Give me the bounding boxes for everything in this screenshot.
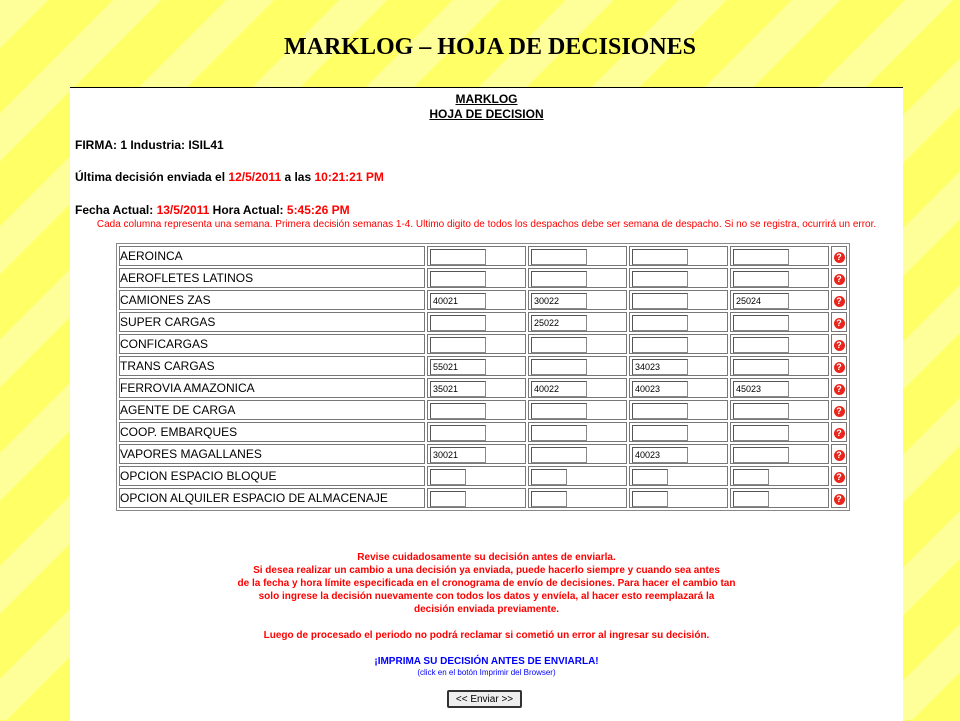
week-4-input[interactable] — [733, 359, 789, 375]
week-2-input[interactable] — [531, 359, 587, 375]
help-cell — [831, 488, 847, 508]
help-icon[interactable]: ? — [834, 296, 845, 307]
help-icon[interactable]: ? — [834, 494, 845, 505]
help-cell — [831, 268, 847, 288]
week-1-input[interactable] — [430, 425, 486, 441]
help-icon[interactable]: ? — [834, 384, 845, 395]
week-cell — [629, 334, 728, 354]
week-2-input[interactable] — [531, 337, 587, 353]
table-row — [119, 268, 847, 288]
week-cell — [528, 246, 627, 266]
week-2-input[interactable] — [531, 403, 587, 419]
week-2-input[interactable] — [531, 447, 587, 463]
week-cell — [528, 312, 627, 332]
footer-line: Revise cuidadosamente su decisión antes de enviarla. — [357, 552, 616, 563]
week-1-input[interactable] — [430, 469, 466, 485]
week-2-input[interactable] — [531, 469, 567, 485]
week-cell — [730, 378, 829, 398]
week-1-input[interactable] — [430, 337, 486, 353]
help-cell — [831, 334, 847, 354]
week-2-input[interactable] — [531, 425, 587, 441]
slide-title: MARKLOG – HOJA DE DECISIONES — [283, 34, 697, 60]
week-2-input[interactable] — [531, 271, 587, 287]
week-3-input[interactable] — [632, 359, 688, 375]
week-3-input[interactable] — [632, 469, 668, 485]
carrier-name: OPCION ESPACIO BLOQUE — [119, 466, 425, 486]
page-header-title: MARKLOG — [455, 92, 518, 106]
help-cell — [831, 422, 847, 442]
footer-line: decisión enviada previamente. — [413, 604, 560, 615]
carrier-name: VAPORES MAGALLANES — [119, 444, 425, 464]
week-4-input[interactable] — [733, 293, 789, 309]
help-icon[interactable]: ? — [834, 274, 845, 285]
decision-table — [116, 243, 850, 511]
carrier-name: COOP. EMBARQUES — [119, 422, 425, 442]
table-row — [119, 444, 847, 464]
week-3-input[interactable] — [632, 293, 688, 309]
week-cell — [629, 400, 728, 420]
carrier-name: OPCION ALQUILER ESPACIO DE ALMACENAJE — [119, 488, 425, 508]
help-cell — [831, 466, 847, 486]
week-cell — [730, 312, 829, 332]
week-cell — [427, 290, 526, 310]
table-row — [119, 422, 847, 442]
week-cell — [629, 246, 728, 266]
help-cell — [831, 246, 847, 266]
help-icon[interactable]: ? — [834, 450, 845, 461]
send-button[interactable]: << Enviar >> — [447, 690, 522, 708]
week-cell — [528, 400, 627, 420]
help-icon[interactable]: ? — [834, 340, 845, 351]
week-cell — [427, 488, 526, 508]
week-cell — [528, 290, 627, 310]
page-header-subtitle: HOJA DE DECISION — [429, 107, 544, 121]
table-row — [119, 378, 847, 398]
carrier-name: AGENTE DE CARGA — [119, 400, 425, 420]
week-cell — [528, 422, 627, 442]
week-cell — [528, 268, 627, 288]
week-cell — [528, 444, 627, 464]
week-cell — [528, 334, 627, 354]
week-cell — [629, 378, 728, 398]
current-date: 13/5/2011 — [156, 203, 210, 217]
week-cell — [629, 422, 728, 442]
week-cell — [528, 378, 627, 398]
carrier-name: CONFICARGAS — [119, 334, 425, 354]
week-cell — [730, 422, 829, 442]
week-1-input[interactable] — [430, 447, 486, 463]
week-1-input[interactable] — [430, 491, 466, 507]
current-time: 5:45:26 PM — [286, 203, 350, 217]
week-3-input[interactable] — [632, 403, 688, 419]
week-cell — [427, 466, 526, 486]
week-1-input[interactable] — [430, 381, 486, 397]
week-4-input[interactable] — [733, 249, 789, 265]
table-row — [119, 356, 847, 376]
week-cell — [427, 356, 526, 376]
table-row — [119, 290, 847, 310]
footer-line: solo ingrese la decisión nuevamente con todos los datos y envíela, al hacer esto reemplazará la — [258, 591, 715, 602]
week-1-input[interactable] — [430, 359, 486, 375]
table-row — [119, 312, 847, 332]
week-1-input[interactable] — [430, 249, 486, 265]
week-cell — [730, 290, 829, 310]
week-4-input[interactable] — [733, 425, 789, 441]
week-4-input[interactable] — [733, 337, 789, 353]
footer-notice — [70, 551, 903, 678]
footer-line: Si desea realizar un cambio a una decisión ya enviada, puede hacerlo siempre y cuando sea antes — [253, 565, 720, 576]
week-3-input[interactable] — [632, 425, 688, 441]
week-3-input[interactable] — [632, 381, 688, 397]
table-row — [119, 488, 847, 508]
week-cell — [427, 444, 526, 464]
week-1-input[interactable] — [430, 293, 486, 309]
help-cell — [831, 378, 847, 398]
help-icon[interactable]: ? — [834, 252, 845, 263]
week-cell — [427, 312, 526, 332]
week-cell — [528, 466, 627, 486]
week-cell — [730, 466, 829, 486]
current-date-prefix: Fecha Actual: — [75, 203, 157, 217]
week-2-input[interactable] — [531, 491, 567, 507]
week-3-input[interactable] — [632, 491, 668, 507]
help-icon[interactable]: ? — [834, 362, 845, 373]
current-date-info — [75, 203, 350, 217]
week-cell — [730, 268, 829, 288]
help-cell — [831, 290, 847, 310]
last-decision-date: 12/5/2011 — [228, 170, 282, 184]
week-cell — [427, 246, 526, 266]
week-cell — [629, 444, 728, 464]
week-4-input[interactable] — [733, 447, 789, 463]
week-cell — [528, 356, 627, 376]
carrier-name: SUPER CARGAS — [119, 312, 425, 332]
week-cell — [730, 488, 829, 508]
carrier-name: TRANS CARGAS — [119, 356, 425, 376]
week-3-input[interactable] — [632, 249, 688, 265]
week-cell — [427, 268, 526, 288]
week-1-input[interactable] — [430, 315, 486, 331]
week-2-input[interactable] — [531, 293, 587, 309]
week-cell — [730, 246, 829, 266]
week-2-input[interactable] — [531, 315, 587, 331]
week-4-input[interactable] — [733, 491, 769, 507]
browser-page — [70, 87, 903, 721]
week-4-input[interactable] — [733, 469, 769, 485]
week-4-input[interactable] — [733, 403, 789, 419]
week-cell — [629, 356, 728, 376]
instructions-note: Cada columna representa una semana. Primera decisión semanas 1-4. Ultimo digito de todos los despachos debe ser semana de despacho. Si no se registra, ocurrirá un error. — [96, 219, 877, 230]
help-cell — [831, 400, 847, 420]
week-cell — [427, 378, 526, 398]
print-notice: ¡IMPRIMA SU DECISIÓN ANTES DE ENVIARLA! — [374, 656, 599, 667]
week-2-input[interactable] — [531, 381, 587, 397]
footer-line: de la fecha y hora límite especificada en el cronograma de envío de decisiones. Para hacer el cambio tan — [237, 578, 736, 589]
week-cell — [730, 334, 829, 354]
carrier-name: AEROINCA — [119, 246, 425, 266]
week-cell — [629, 466, 728, 486]
week-cell — [629, 268, 728, 288]
week-cell — [427, 422, 526, 442]
week-3-input[interactable] — [632, 447, 688, 463]
table-row — [119, 466, 847, 486]
help-icon[interactable]: ? — [834, 428, 845, 439]
week-cell — [629, 312, 728, 332]
help-icon[interactable]: ? — [834, 472, 845, 483]
help-cell — [831, 312, 847, 332]
last-decision-time: 10:21:21 PM — [314, 170, 384, 184]
week-3-input[interactable] — [632, 271, 688, 287]
table-row — [119, 400, 847, 420]
help-cell — [831, 356, 847, 376]
week-1-input[interactable] — [430, 403, 486, 419]
week-cell — [730, 356, 829, 376]
table-row — [119, 334, 847, 354]
current-time-prefix: Hora Actual: — [209, 203, 287, 217]
footer-warning: Luego de procesado el periodo no podrá reclamar si cometió un error al ingresar su decisión. — [263, 630, 710, 641]
print-hint: (click en el botón Imprimir del Browser) — [417, 668, 556, 677]
firm-info: FIRMA: 1 Industria: ISIL41 — [75, 138, 224, 152]
week-cell — [629, 290, 728, 310]
week-cell — [528, 488, 627, 508]
week-cell — [629, 488, 728, 508]
week-4-input[interactable] — [733, 271, 789, 287]
week-3-input[interactable] — [632, 337, 688, 353]
week-4-input[interactable] — [733, 315, 789, 331]
week-2-input[interactable] — [531, 249, 587, 265]
table-row — [119, 246, 847, 266]
carrier-name: FERROVIA AMAZONICA — [119, 378, 425, 398]
week-1-input[interactable] — [430, 271, 486, 287]
carrier-name: AEROFLETES LATINOS — [119, 268, 425, 288]
week-cell — [730, 400, 829, 420]
carrier-name: CAMIONES ZAS — [119, 290, 425, 310]
week-3-input[interactable] — [632, 315, 688, 331]
last-decision-info — [75, 170, 384, 184]
week-cell — [730, 444, 829, 464]
help-cell — [831, 444, 847, 464]
week-cell — [427, 334, 526, 354]
help-icon[interactable]: ? — [834, 318, 845, 329]
last-decision-prefix: Última decisión enviada el — [75, 170, 229, 184]
last-decision-middle: a las — [281, 170, 315, 184]
week-cell — [427, 400, 526, 420]
help-icon[interactable]: ? — [834, 406, 845, 417]
week-4-input[interactable] — [733, 381, 789, 397]
